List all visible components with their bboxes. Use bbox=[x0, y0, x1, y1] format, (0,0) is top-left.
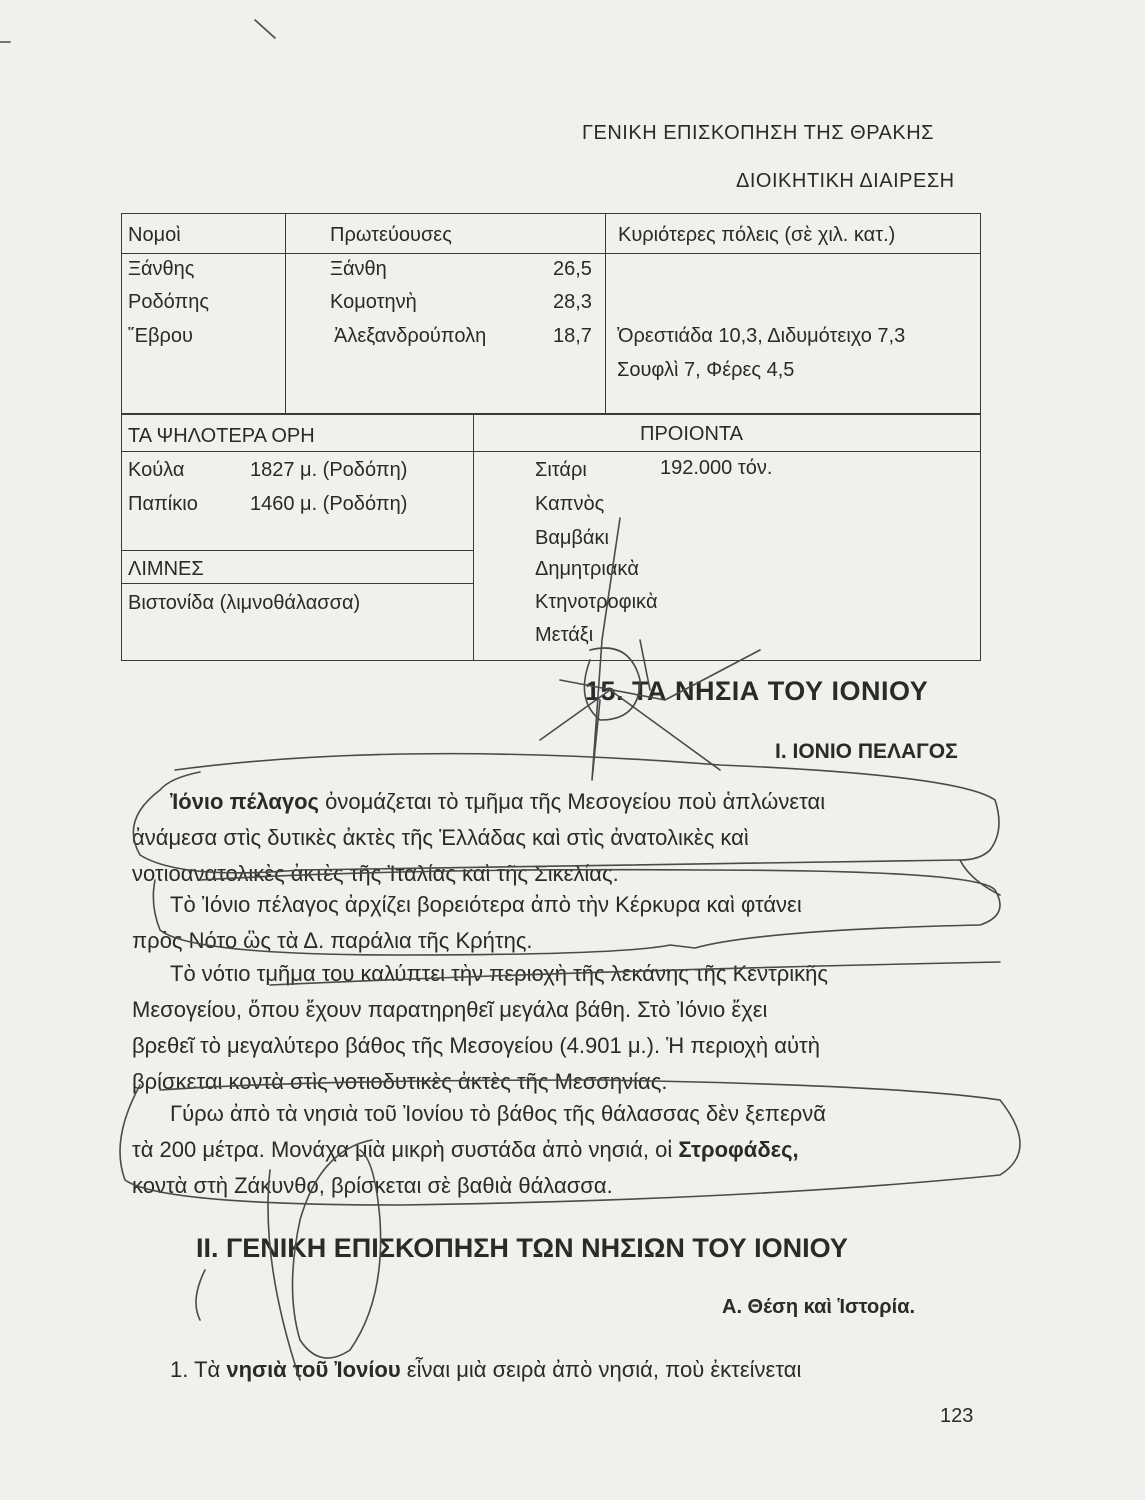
text-line: νοτιοανατολικὲς ἀκτὲς τῆς Ἰταλίας καὶ τῆς Σικελίας. bbox=[132, 861, 619, 886]
paragraph bbox=[132, 1096, 980, 1204]
text-line: βρεθεῖ τὸ μεγαλύτερο βάθος τῆς Μεσογείου (4.901 μ.). Ἡ περιοχὴ αὐτὴ bbox=[132, 1033, 820, 1058]
chapter-title: 15. ΤΑ ΝΗΣΙΑ ΤΟΥ ΙΟΝΙΟΥ bbox=[585, 676, 929, 706]
term-bold: νησιὰ τοῦ Ἰονίου bbox=[226, 1357, 401, 1382]
lake-name: Βιστονίδα (λιμνοθάλασσα) bbox=[128, 592, 361, 614]
table-row-capital: Κομοτηνὴ bbox=[330, 291, 417, 313]
product-item: Βαμβάκι bbox=[535, 527, 609, 549]
product-item: Καπνὸς bbox=[535, 493, 605, 515]
term-bold: Στροφάδες, bbox=[678, 1137, 799, 1162]
lakes-header: ΛΙΜΝΕΣ bbox=[128, 558, 204, 580]
product-item: Δημητριακὰ bbox=[535, 558, 639, 580]
table-row-nomos: ῞Εβρου bbox=[128, 325, 193, 347]
paragraph bbox=[132, 956, 980, 1100]
product-item: Σιτάρι bbox=[535, 459, 587, 481]
header-main-cities: Κυριότερες πόλεις (σὲ χιλ. κατ.) bbox=[618, 224, 896, 246]
text-line: βρίσκεται κοντὰ στὶς νοτιοδυτικὲς ἀκτὲς τῆς Μεσσηνίας. bbox=[132, 1069, 668, 1094]
mountain-name: Κούλα bbox=[128, 459, 185, 481]
table-row-cities: Ὀρεστιάδα 10,3, Διδυμότειχο 7,3 bbox=[617, 325, 906, 347]
page-number: 123 bbox=[940, 1405, 974, 1427]
text-line: ὀνομάζεται τὸ τμῆμα τῆς Μεσογείου ποὺ ἁπλώνεται bbox=[318, 789, 826, 814]
text-line: εἶναι μιὰ σειρὰ ἀπὸ νησιά, ποὺ ἐκτείνεται bbox=[400, 1357, 802, 1382]
product-item: Μετάξι bbox=[535, 624, 594, 646]
table-row-nomos: Ξάνθης bbox=[128, 258, 195, 280]
paragraph bbox=[132, 887, 980, 959]
page-subtitle: ΔΙΟΙΚΗΤΙΚΗ ΔΙΑΙΡΕΣΗ bbox=[736, 170, 955, 192]
products-header: ΠΡΟΙΟΝΤΑ bbox=[640, 423, 743, 445]
table-row-capital: Ξάνθη bbox=[330, 258, 387, 280]
paragraph bbox=[132, 784, 980, 892]
text-line: πρὸς Νότο ὣς τὰ Δ. παράλια τῆς Κρήτης. bbox=[132, 928, 533, 953]
text-line: Τὸ Ἰόνιο πέλαγος ἀρχίζει βορειότερα ἀπὸ τὴν Κέρκυρα καὶ φτάνει bbox=[170, 892, 802, 917]
text-line: 1. Τὰ bbox=[170, 1357, 227, 1382]
text-line: ἀνάμεσα στὶς δυτικὲς ἀκτὲς τῆς Ἑλλάδας καὶ στὶς ἀνατολικὲς καὶ bbox=[132, 825, 749, 850]
table-row-pop: 28,3 bbox=[553, 291, 592, 313]
page-title: ΓΕΝΙΚΗ ΕΠΙΣΚΟΠΗΣΗ ΤΗΣ ΘΡΑΚΗΣ bbox=[582, 122, 935, 144]
text-line: κοντὰ στὴ Ζάκυνθο, βρίσκεται σὲ βαθιὰ θάλασσα. bbox=[132, 1173, 613, 1198]
table-row-pop: 26,5 bbox=[553, 258, 592, 280]
table-row-nomos: Ροδόπης bbox=[128, 291, 209, 313]
table-row-cities: Σουφλὶ 7, Φέρες 4,5 bbox=[617, 359, 795, 381]
text-line: Μεσογείου, ὅπου ἔχουν παρατηρηθεῖ μεγάλα βάθη. Στὸ Ἰόνιο ἔχει bbox=[132, 997, 768, 1022]
term-bold: Ἰόνιο πέλαγος bbox=[170, 789, 319, 814]
header-capitals: Πρωτεύουσες bbox=[330, 224, 452, 246]
text-line: Γύρω ἀπὸ τὰ νησιὰ τοῦ Ἰονίου τὸ βάθος τῆς θάλασσας δὲν ξεπερνᾶ bbox=[170, 1101, 826, 1126]
table-row-capital: Ἀλεξανδρούπολη bbox=[334, 325, 487, 347]
paragraph bbox=[132, 1352, 980, 1388]
table-row-pop: 18,7 bbox=[553, 325, 592, 347]
product-item: Κτηνοτροφικὰ bbox=[535, 591, 658, 613]
mountain-name: Παπίκιο bbox=[128, 493, 198, 515]
mountain-height: 1460 μ. (Ροδόπη) bbox=[250, 493, 408, 515]
section-heading: I. ΙΟΝΙΟ ΠΕΛΑΓΟΣ bbox=[775, 740, 958, 763]
product-amount: 192.000 τόν. bbox=[660, 457, 773, 479]
section-heading: II. ΓΕΝΙΚΗ ΕΠΙΣΚΟΠΗΣΗ ΤΩΝ ΝΗΣΙΩΝ ΤΟΥ ΙΟΝΙΟΥ bbox=[196, 1233, 848, 1263]
text-line: τὰ 200 μέτρα. Μονάχα μιὰ μικρὴ συστάδα ἀπὸ νησιά, οἱ bbox=[132, 1137, 679, 1162]
mountains-header: ΤΑ ΨΗΛΟΤΕΡΑ ΟΡΗ bbox=[128, 425, 315, 447]
subsection-heading: Α. Θέση καὶ Ἱστορία. bbox=[722, 1296, 916, 1318]
header-nomoi: Νομοὶ bbox=[128, 224, 181, 246]
mountain-height: 1827 μ. (Ροδόπη) bbox=[250, 459, 408, 481]
text-line: Τὸ νότιο τμῆμα του καλύπτει τὴν περιοχὴ τῆς λεκάνης τῆς Κεντρικῆς bbox=[170, 961, 829, 986]
